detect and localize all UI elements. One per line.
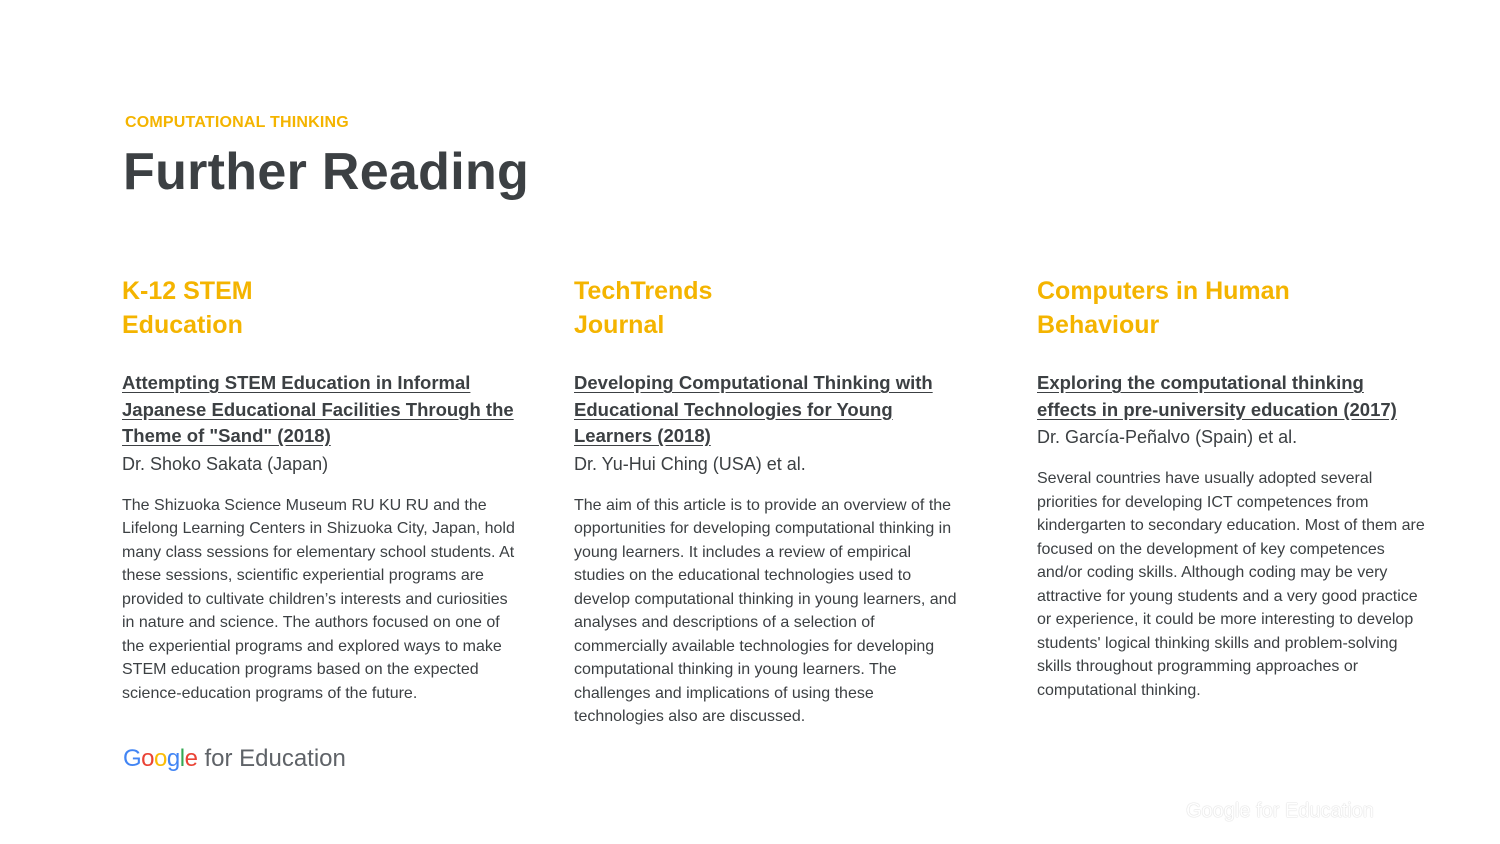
reading-column-1 bbox=[122, 274, 522, 705]
article-author: Dr. Shoko Sakata (Japan) bbox=[122, 453, 329, 474]
journal-name: K-12 STEM Education bbox=[122, 277, 253, 339]
journal-name: TechTrends Journal bbox=[574, 277, 713, 339]
page-title: Further Reading bbox=[123, 143, 530, 201]
article-link[interactable]: Exploring the computational thinking effects in pre-university education (2017) bbox=[1037, 372, 1397, 420]
article-abstract: Several countries have usually adopted several priorities for developing ICT competences from kindergarten to secondary education. Most of them are focused on the development of key competences and/or coding skills. Although coding may be very attractive for young students and a very good practice or experience, it could be more interesting to develop students' logical thinking skills and problem-solving skills throughout programming approaches or computational thinking. bbox=[1037, 470, 1425, 699]
reading-column-3 bbox=[1037, 274, 1427, 702]
article-link[interactable]: Developing Computational Thinking with Educational Technologies for Young Learners (2018) bbox=[574, 372, 933, 446]
article-abstract: The aim of this article is to provide an overview of the opportunities for developing computational thinking in young learners. It includes a review of empirical studies on the educational technologies used to develop computational thinking in young learners, and analyses and descriptions of a selection of commercially available technologies for developing computational thinking in young learners. The challenges and implications of using these technologies also are discussed. bbox=[574, 496, 957, 725]
article-link[interactable]: Attempting STEM Education in Informal Japanese Educational Facilities Through the Theme of "Sand" (2018) bbox=[122, 372, 514, 446]
journal-name: Computers in Human Behaviour bbox=[1037, 277, 1290, 339]
article-author: Dr. Yu-Hui Ching (USA) et al. bbox=[574, 453, 806, 474]
section-eyebrow: COMPUTATIONAL THINKING bbox=[125, 114, 349, 131]
watermark-logo: Google for Education bbox=[1186, 800, 1374, 822]
logo-text: for Education bbox=[204, 745, 346, 772]
article-author: Dr. García-Peñalvo (Spain) et al. bbox=[1037, 427, 1298, 447]
article-abstract: The Shizuoka Science Museum RU KU RU and the Lifelong Learning Centers in Shizuoka City, Japan, hold many class sessions for elementary school students. At these sessions, scientific experiential programs are provided to cultivate children’s interests and curiosities in nature and science. The authors focused on one of the experiential programs and explored ways to make STEM education programs based on the expected science-education programs of the future. bbox=[122, 496, 515, 702]
reading-column-2 bbox=[574, 274, 959, 729]
google-for-education-logo bbox=[123, 745, 346, 773]
google-wordmark: Google bbox=[123, 745, 198, 772]
